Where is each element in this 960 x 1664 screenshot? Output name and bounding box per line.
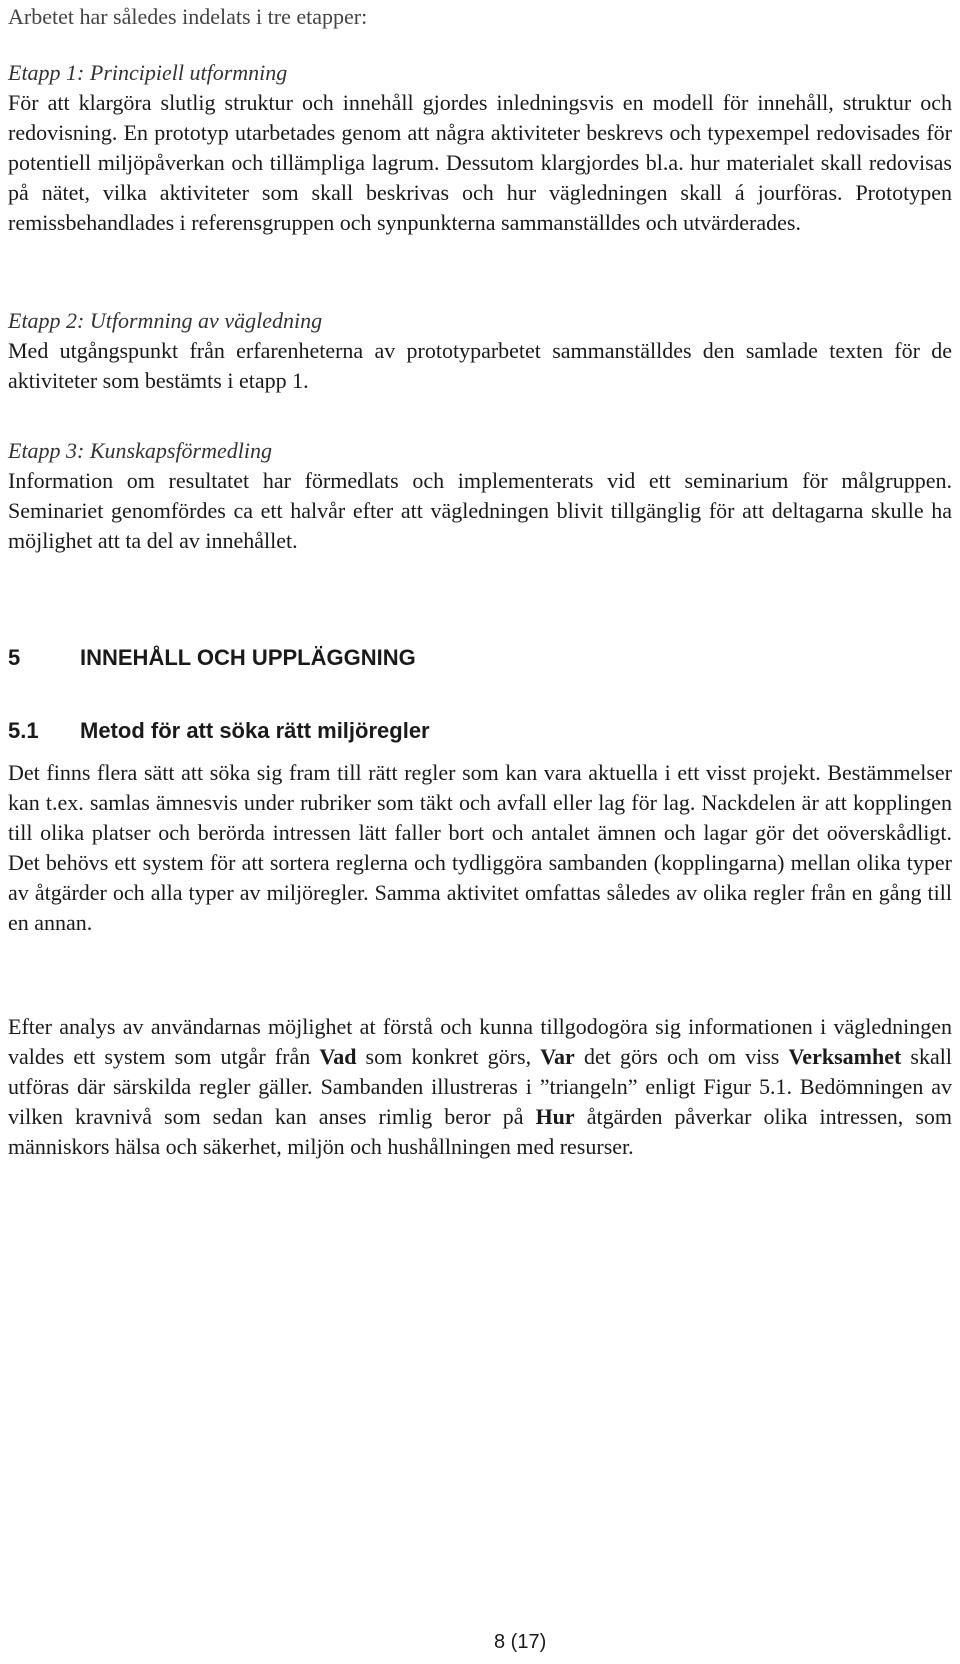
paragraph-2-bold-vad: Vad <box>319 1044 357 1069</box>
stage-2 <box>8 306 952 396</box>
stage-3-title: Etapp 3: Kunskapsförmedling <box>8 438 272 463</box>
section-number: 5 <box>8 645 21 670</box>
stage-1-body: För att klargöra slutlig struktur och innehåll gjordes inledningsvis en modell för innehåll, struktur och redovisning. En prototyp utarbetades genom att några aktiviteter beskrevs och typexempel redovisades för potentiell miljöpåverkan och tillämpliga lagrum. Dessutom klargjordes bl.a. hur materialet skall redovisas på nätet, vilka aktiviteter som skall beskrivas och hur vägledningen skall á jourföras. Prototypen remissbehandlades i referensgruppen och synpunkterna sammanställdes och utvärderades. <box>8 90 952 235</box>
paragraph-2-text-2: som konkret görs, <box>356 1044 541 1069</box>
paragraph-2-text-1: Efter analys av användarnas möjlighet at förstå och kunna tillgodogöra sig informationen i vägledningen valdes ett system som utgår från <box>8 1014 952 1069</box>
stage-2-body: Med utgångspunkt från erfarenheterna av prototyparbetet sammanställdes den samlade texten för de aktiviteter som bestämts i etapp 1. <box>8 338 952 393</box>
paragraph-2-bold-hur: Hur <box>535 1104 575 1129</box>
paragraph-2-text-5: åtgärden påverkar olika intressen, som människors hälsa och säkerhet, miljön och hushållningen med resurser. <box>8 1104 952 1159</box>
subsection-heading <box>8 716 430 746</box>
stage-3-body: Information om resultatet har förmedlats och implementerats vid ett seminarium för målgruppen. Seminariet genomfördes ca ett halvår efter att vägledningen blivit tillgänglig för att deltagarna skulle ha möjlighet att ta del av innehållet. <box>8 468 952 553</box>
section-title: INNEHÅLL OCH UPPLÄGGNING <box>80 645 416 670</box>
paragraph-2 <box>8 1012 952 1162</box>
intro-text: Arbetet har således indelats i tre etapper: <box>8 4 368 29</box>
subsection-title: Metod för att söka rätt miljöregler <box>80 718 430 743</box>
paragraph-2-bold-verksamhet: Verksamhet <box>788 1044 902 1069</box>
paragraph-2-bold-var: Var <box>540 1044 575 1069</box>
page-number: 8 (17) <box>494 1631 547 1653</box>
paragraph-2-text-3: det görs och om viss <box>574 1044 789 1069</box>
section-heading <box>8 643 416 673</box>
stage-3 <box>8 436 952 556</box>
stage-2-title: Etapp 2: Utformning av vägledning <box>8 308 323 333</box>
paragraph-2-text-4: skall utföras där särskilda regler gäller. Sambanden illustreras i ”triangeln” enligt Figur 5.1. Bedömningen av vilken kravnivå som sedan kan anses rimlig beror på <box>8 1044 952 1129</box>
stage-1-title: Etapp 1: Principiell utformning <box>8 60 288 85</box>
paragraph-1: Det finns flera sätt att söka sig fram till rätt regler som kan vara aktuella i ett visst projekt. Bestämmelser kan t.ex. samlas ämnesvis under rubriker som täkt och avfall eller lag för lag. Nackdelen är att kopplingen till olika platser och berörda intressen lätt faller bort och antalet ämnen och lagar gör det oöverskådligt. Det behövs ett system för att sortera reglerna och tydliggöra sambanden (kopplingarna) mellan olika typer av åtgärder och alla typer av miljöregler. Samma aktivitet omfattas således av olika regler från en gång till en annan. <box>8 760 952 935</box>
subsection-number: 5.1 <box>8 718 39 743</box>
stage-1 <box>8 58 952 238</box>
